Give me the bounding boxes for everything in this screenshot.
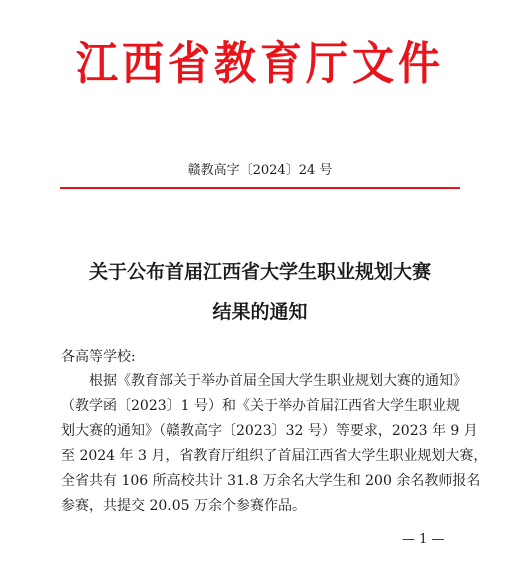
notice-title xyxy=(0,252,520,332)
body-line: 划大赛的通知》（赣教高字〔2023〕32 号）等要求，2023 年 9 月 xyxy=(61,423,478,439)
salutation: 各高等学校: xyxy=(61,349,136,365)
body-line: 全省共有 106 所高校共计 31.8 万余名大学生和 200 余名教师报名 xyxy=(61,473,481,489)
red-divider-rule xyxy=(60,187,460,189)
document-masthead: 江西省教育厅文件 xyxy=(75,37,444,90)
body-line: 参赛，共提交 20.05 万余个参赛作品。 xyxy=(61,498,306,514)
body-paragraph xyxy=(61,369,488,519)
body-line: 根据《教育部关于举办首届全国大学生职业规划大赛的通知》 xyxy=(89,373,467,389)
body-line: （教学函〔2023〕1 号）和《关于举办首届江西省大学生职业规 xyxy=(61,398,460,414)
notice-title-line-1: 关于公布首届江西省大学生职业规划大赛 xyxy=(88,261,431,283)
body-line: 至 2024 年 3 月，省教育厅组织了首届江西省大学生职业规划大赛， xyxy=(61,448,488,464)
page-number: — 1 — xyxy=(402,532,445,547)
document-number: 赣教高字〔2024〕24 号 xyxy=(187,163,333,178)
notice-title-line-2: 结果的通知 xyxy=(212,301,308,323)
